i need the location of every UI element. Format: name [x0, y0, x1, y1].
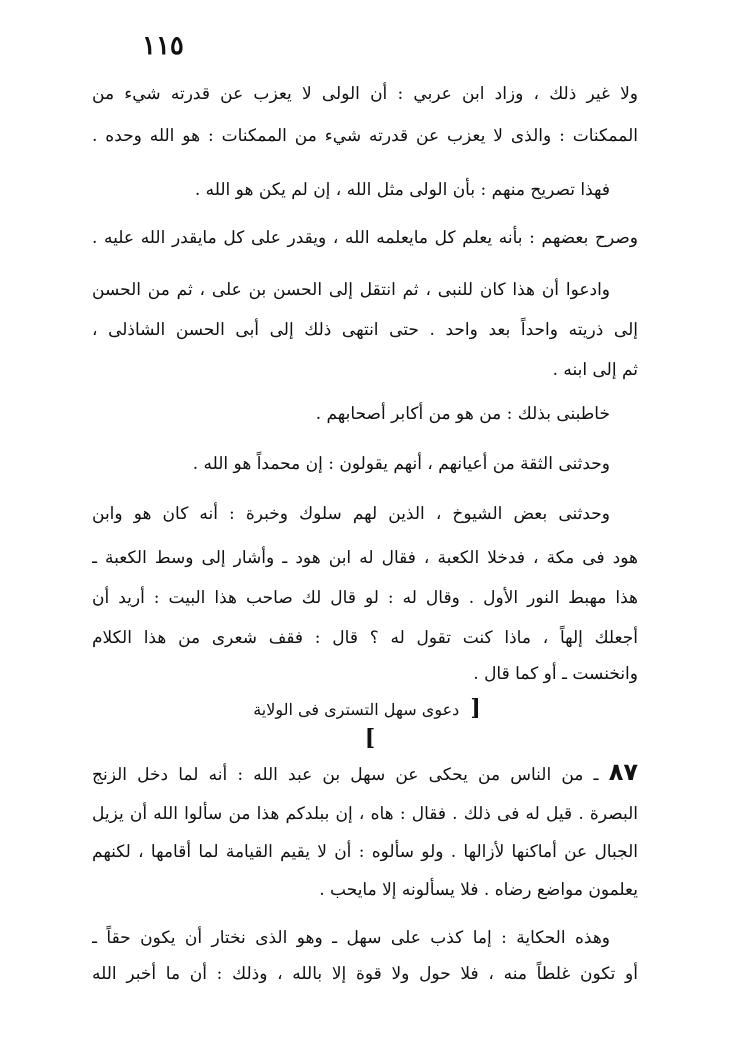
text-line: يعلمون مواضع رضاه . فلا يسألونه إلا مايحب .	[319, 880, 638, 900]
section-87-first-line	[92, 758, 638, 788]
text-line: الممكنات : والذى لا يعزب عن قدرته شيء من الممكنات : هو الله وحده .	[92, 126, 638, 146]
section-number: ٨٧	[608, 758, 638, 786]
text-line: الجبال عن أماكنها لأزالها . ولو سألوه : أن لا يقيم القيامة لما أقامها ، لكنهم	[92, 842, 638, 862]
text-line: وحدثنى بعض الشيوخ ، الذين لهم سلوك وخبرة : أنه كان هو وابن	[92, 504, 610, 524]
text-line: فهذا تصريح منهم : بأن الولى مثل الله ، إن لم يكن هو الله .	[194, 180, 610, 200]
text-line: إلى ذريته واحداً بعد واحد . حتى انتهى ذلك إلى أبى الحسن الشاذلى ،	[92, 320, 638, 340]
text-line: هذا مهبط النور الأول . وقال له : لو قال لك صاحب هذا البيت : أريد أن	[92, 588, 638, 608]
text-line: البصرة . قيل له فى ذلك . فقال : هاه ، إن ببلدكم هذا من سألوا الله أن يزيل	[92, 804, 638, 824]
text-line: خاطبنى بذلك : من هو من أكابر أصحابهم .	[315, 404, 610, 424]
text-line: وادعوا أن هذا كان للنبى ، ثم انتقل إلى الحسن بن على ، ثم من الحسن	[92, 280, 610, 300]
page-number: ١١٥	[142, 31, 184, 61]
text-line: وهذه الحكاية : إما كذب على سهل ـ وهو الذى نختار أن يكون حقاً ـ	[92, 928, 610, 948]
text-line: وانخنست ـ أو كما قال .	[473, 664, 638, 684]
section-heading	[250, 694, 490, 751]
text-line: وصرح بعضهم : بأنه يعلم كل مايعلمه الله ، ويقدر على كل مايقدر الله عليه .	[92, 228, 638, 248]
text-line: ولا غير ذلك ، وزاد ابن عربي : أن الولى لا يعزب عن قدرته شيء من	[92, 84, 638, 104]
heading-bracket-open: [	[470, 695, 481, 721]
text-line: وحدثنى الثقة من أعيانهم ، أنهم يقولون : إن محمداً هو الله .	[192, 454, 610, 474]
text-line: أجعلك إلهاً ، ماذا كنت تقول له ؟ قال : فقف شعرى من هذا الكلام	[92, 628, 638, 648]
text-line: أو تكون غلطاً منه ، فلا حول ولا قوة إلا بالله ، وذلك : أن ما أخبر الله	[92, 964, 638, 984]
heading-bracket-close: ]	[364, 725, 376, 751]
text-line: هود فى مكة ، فدخلا الكعبة ، فقال له ابن هود ـ وأشار إلى وسط الكعبة ـ	[92, 548, 638, 568]
heading-text: دعوى سهل التسترى فى الولاية	[253, 700, 460, 719]
text-line: ثم إلى ابنه .	[552, 360, 638, 380]
text-line: ـ من الناس من يحكى عن سهل بن عبد الله : أنه لما دخل الزنج	[92, 765, 599, 785]
